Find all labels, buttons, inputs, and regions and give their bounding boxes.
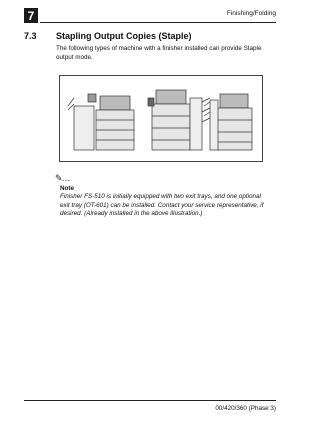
pencil-note-icon: ✎…	[55, 173, 70, 183]
note-text: Finisher FS-510 is initially equipped with two exit trays, and one optional exit tray (OT-601) can be installed. Contact your service representative, if desired. (Already installed in the above illustration.)	[60, 193, 264, 218]
section-title: Stapling Output Copies (Staple)	[56, 31, 192, 41]
machine-1	[68, 94, 134, 150]
header-title: Finishing/Folding	[226, 10, 276, 17]
header-divider	[40, 22, 276, 23]
machines-drawing	[60, 76, 262, 161]
copier-with-finisher-illustration	[59, 75, 263, 162]
machine-2	[148, 90, 210, 150]
note-label: Note	[60, 185, 74, 192]
intro-paragraph: The following types of machine with a finisher installed can provide Staple output mode.	[56, 45, 262, 61]
footer-model: 00/420/360 (Phase 3)	[215, 405, 276, 412]
chapter-number-badge: 7	[24, 8, 38, 23]
section-number: 7.3	[24, 31, 37, 41]
machine-3	[204, 94, 252, 150]
footer-divider	[24, 400, 276, 401]
